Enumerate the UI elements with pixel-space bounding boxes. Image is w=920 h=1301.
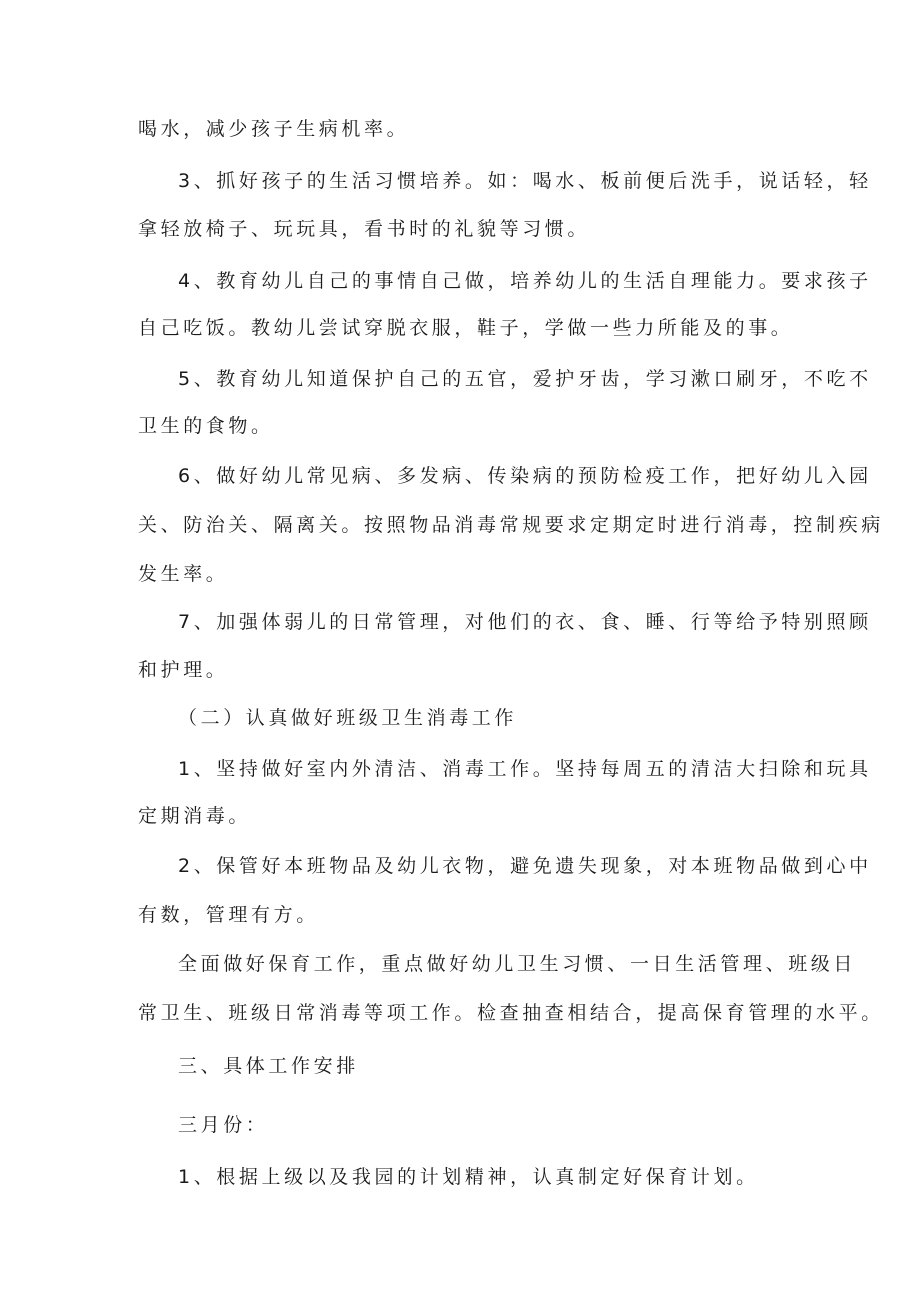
text-line: 有数，管理有方。 (138, 904, 319, 926)
text-line: 拿轻放椅子、玩玩具，看书时的礼貌等习惯。 (138, 218, 591, 240)
text-line: 自己吃饭。教幼儿尝试穿脱衣服，鞋子，学做一些力所能及的事。 (138, 317, 794, 339)
text-line: 定期消毒。 (138, 805, 252, 827)
text-line: 4、教育幼儿自己的事情自己做，培养幼儿的生活自理能力。要求孩子 (178, 270, 872, 292)
text-line: 喝水，减少孩子生病机率。 (138, 118, 410, 140)
month-heading: 三月份： (178, 1114, 269, 1136)
text-line: 6、做好幼儿常见病、多发病、传染病的预防检疫工作，把好幼儿入园 (178, 465, 872, 487)
section-heading: （二）认真做好班级卫生消毒工作 (178, 707, 518, 729)
text-line: 3、抓好孩子的生活习惯培养。如：喝水、板前便后洗手，说话轻，轻 (178, 170, 872, 192)
text-line: 1、坚持做好室内外清洁、消毒工作。坚持每周五的清洁大扫除和玩具 (178, 758, 872, 780)
text-line: 5、教育幼儿知道保护自己的五官，爱护牙齿，学习漱口刷牙，不吃不 (178, 368, 872, 390)
text-line: 卫生的食物。 (138, 415, 274, 437)
text-line: 7、加强体弱儿的日常管理，对他们的衣、食、睡、行等给予特别照顾 (178, 611, 872, 633)
text-line: 发生率。 (138, 563, 229, 585)
text-line: 全面做好保育工作，重点做好幼儿卫生习惯、一日生活管理、班级日 (178, 953, 857, 975)
text-line: 1、根据上级以及我园的计划精神，认真制定好保育计划。 (178, 1166, 759, 1188)
text-line: 常卫生、班级日常消毒等项工作。检查抽查相结合，提高保育管理的水平。 (138, 1002, 884, 1024)
section-heading: 三、具体工作安排 (178, 1055, 359, 1077)
text-line: 关、防治关、隔离关。按照物品消毒常规要求定期定时进行消毒，控制疾病 (138, 514, 884, 536)
text-line: 和护理。 (138, 659, 229, 681)
text-line: 2、保管好本班物品及幼儿衣物，避免遗失现象，对本班物品做到心中 (178, 855, 872, 877)
